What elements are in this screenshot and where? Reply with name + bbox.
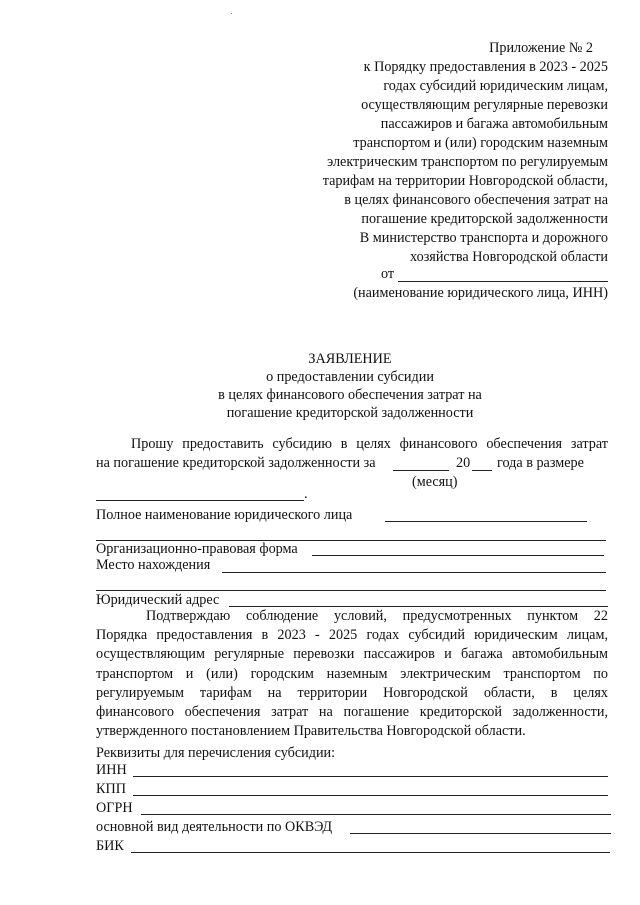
request-line-start: на погашение кредиторской задолженности за: [96, 455, 376, 471]
confirm-line-last: утвержденного постановлением Правительства Новгородской области.: [96, 723, 526, 740]
legal-form-underline[interactable]: [312, 555, 604, 556]
confirmation-paragraph: [96, 607, 608, 741]
confirm-line: транспортом и (или) городским наземным электрическим транспортом по: [96, 665, 608, 682]
month-caption: (месяц): [412, 474, 458, 490]
appendix-line: годах субсидий юридическим лицам,: [383, 78, 608, 94]
request-line-end: года в размере: [497, 455, 584, 471]
appendix-line: в целях финансового обеспечения затрат на: [344, 192, 608, 208]
appendix-line: пассажиров и багажа автомобильным: [380, 116, 608, 132]
inn-label: ИНН: [96, 762, 127, 778]
requisites-heading: Реквизиты для перечисления субсидии:: [96, 745, 336, 761]
from-underline: [398, 281, 608, 282]
addressee-line: В министерство транспорта и дорожного: [359, 230, 608, 246]
appendix-line: погашение кредиторской задолженности: [361, 211, 608, 227]
from-caption: (наименование юридического лица, ИНН): [353, 285, 608, 301]
ogrn-label: ОГРН: [96, 800, 133, 816]
scan-speck: [231, 13, 232, 14]
appendix-line: электрическим транспортом по регулируемым: [327, 154, 608, 170]
inn-underline[interactable]: [133, 776, 608, 777]
appendix-line: тарифам на территории Новгородской области,: [322, 173, 608, 189]
request-line: Прошу предоставить субсидию в целях финансового обеспечения затрат: [131, 436, 608, 452]
okved-underline[interactable]: [350, 833, 611, 834]
confirm-line: осуществляющим регулярные перевозки пассажиров и багажа автомобильным: [96, 646, 608, 663]
bik-underline[interactable]: [131, 852, 610, 853]
amount-period: .: [304, 486, 308, 502]
location-underline[interactable]: [222, 572, 606, 573]
year-prefix: 20: [456, 455, 471, 471]
kpp-label: КПП: [96, 781, 126, 797]
appendix-line: транспортом и (или) городским наземным: [353, 135, 608, 151]
full-name-underline[interactable]: [385, 521, 587, 522]
confirm-line: регулируемым тарифам на территории Новгородской области, в целях: [96, 684, 608, 701]
month-underline: [393, 470, 449, 471]
legal-address-label: Юридический адрес: [96, 592, 220, 608]
legal-form-label: Организационно-правовая форма: [96, 541, 298, 557]
title-line: в целях финансового обеспечения затрат на: [218, 387, 482, 403]
appendix-number: Приложение № 2: [489, 40, 593, 56]
year-underline: [472, 470, 492, 471]
okved-label: основной вид деятельности по ОКВЭД: [96, 819, 333, 835]
title-main: ЗАЯВЛЕНИЕ: [308, 351, 392, 367]
confirm-line: финансового обеспечения затрат на погашение кредиторской задолженности,: [96, 704, 608, 721]
full-name-label: Полное наименование юридического лица: [96, 507, 353, 523]
confirm-line: Подтверждаю соблюдение условий, предусмотренных пунктом 22: [146, 608, 608, 624]
appendix-line: к Порядку предоставления в 2023 - 2025: [363, 59, 608, 75]
appendix-line: осуществляющим регулярные перевозки: [361, 97, 608, 113]
kpp-underline[interactable]: [133, 795, 608, 796]
amount-underline: [96, 500, 304, 501]
ogrn-underline[interactable]: [141, 814, 611, 815]
bik-label: БИК: [96, 838, 124, 854]
addressee-line: хозяйства Новгородской области: [410, 249, 608, 265]
location-label: Место нахождения: [96, 557, 211, 573]
title-line: о предоставлении субсидии: [266, 369, 434, 385]
title-line: погашение кредиторской задолженности: [226, 405, 474, 421]
from-label: от: [381, 266, 395, 282]
confirm-line: Порядка предоставления в 2023 - 2025 годах субсидий юридическим лицам,: [96, 627, 608, 644]
